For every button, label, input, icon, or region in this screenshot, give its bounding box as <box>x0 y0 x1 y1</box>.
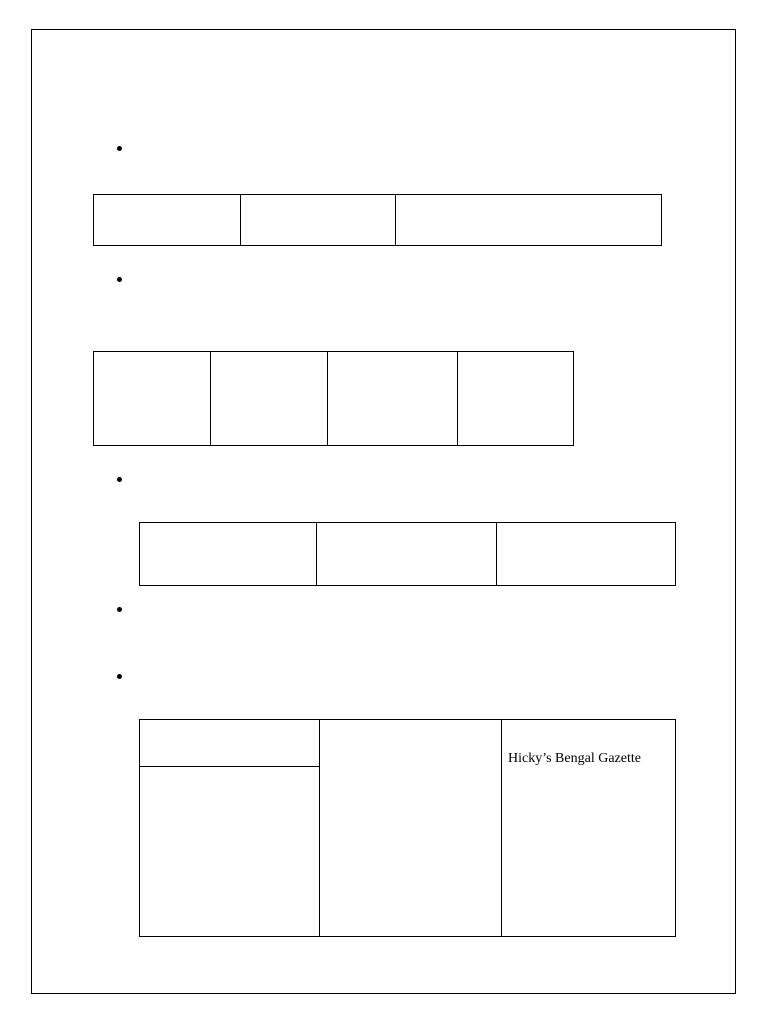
table-2-cell-1 <box>94 352 211 446</box>
gazette-name-text: Hicky’s Bengal Gazette <box>508 751 641 766</box>
table-4-cell-1 <box>140 720 320 937</box>
table-4-cell-3 <box>502 720 676 937</box>
table-2-cell-4 <box>458 352 574 446</box>
table-1-row <box>94 195 662 246</box>
table-4-nested-row-top <box>140 720 319 767</box>
table-4-row <box>140 720 676 937</box>
table-3-cell-2 <box>317 523 497 586</box>
table-1-cell-2 <box>241 195 396 246</box>
table-4 <box>139 719 676 937</box>
table-4-nested-cell-bottom <box>140 767 319 936</box>
list-bullet-1 <box>117 146 122 151</box>
table-3 <box>139 522 676 586</box>
table-3-cell-1 <box>140 523 317 586</box>
table-2-cell-3 <box>328 352 458 446</box>
table-3-cell-3 <box>497 523 676 586</box>
table-4-nested-table <box>140 720 319 935</box>
table-4-nested-row-bottom <box>140 767 319 936</box>
table-1-cell-3 <box>396 195 662 246</box>
list-bullet-4 <box>117 607 122 612</box>
list-bullet-5 <box>117 674 122 679</box>
table-2 <box>93 351 574 446</box>
table-2-row <box>94 352 574 446</box>
table-4-nested-cell-top <box>140 720 319 767</box>
table-1-cell-1 <box>94 195 241 246</box>
list-bullet-3 <box>117 477 122 482</box>
table-4-cell-2 <box>320 720 502 937</box>
list-bullet-2 <box>117 277 122 282</box>
table-1 <box>93 194 662 246</box>
table-2-cell-2 <box>211 352 328 446</box>
table-3-row <box>140 523 676 586</box>
